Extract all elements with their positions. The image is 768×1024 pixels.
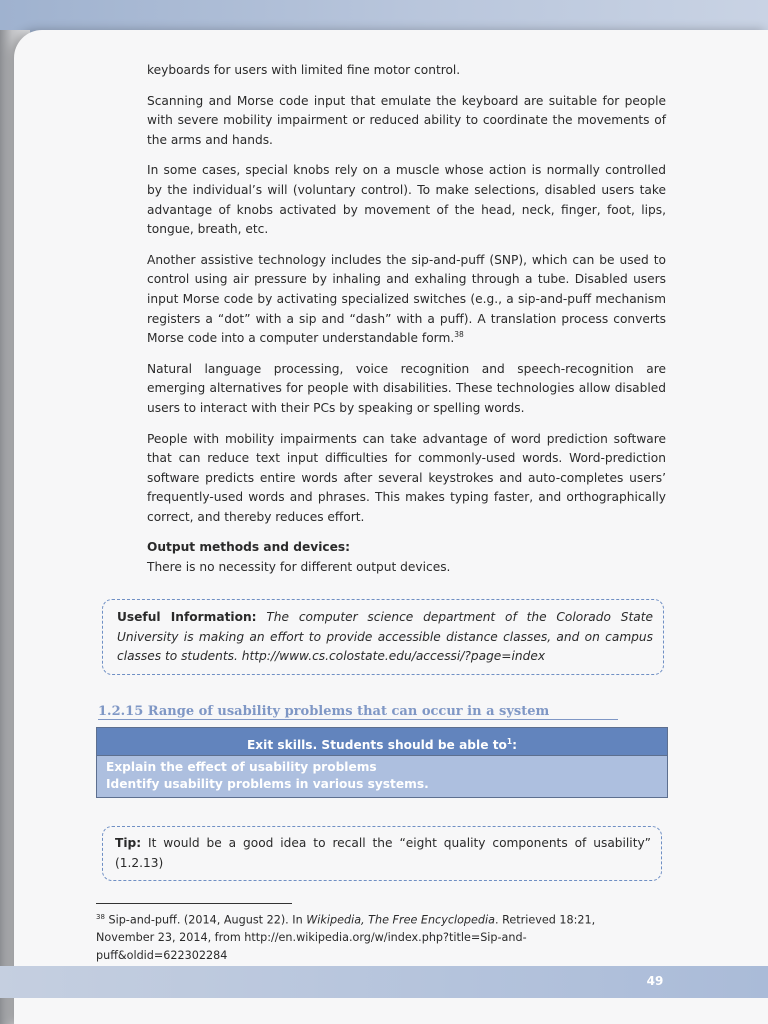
footnote-italic-source: Wikipedia, The Free Encyclopedia	[306, 913, 495, 927]
tip-label: Tip:	[115, 836, 142, 850]
paragraph-5: Natural language processing, voice recognition and speech-recognition are emerging alternatives for people with disabilities. These technologies allow disabled users to interact with their PCs by speaking or spelling words.	[147, 361, 666, 415]
exit-skill-item: Explain the effect of usability problems	[106, 760, 377, 774]
exit-skills-body	[97, 755, 667, 797]
page-number: 49	[646, 974, 664, 988]
paragraph-6: People with mobility impairments can take advantage of word prediction software that can reduce text input difficulties for commonly-used words. Word-prediction software predicts entire words after several keystrokes and auto-completes users’ frequently-used words and phrases. This makes typing faster, and orthographically correct, and thereby reduces effort.	[147, 431, 666, 524]
footnote-text-a: Sip-and-puff. (2014, August 22). In	[108, 913, 303, 927]
useful-information-body: The computer science department of the Colorado State University is making an effort to provide accessible distance classes, and on campus classes to students. http://www.cs.colostate.edu/accessi/?page=index	[117, 610, 653, 664]
output-methods-title: Output methods and devices:	[147, 540, 350, 555]
paragraph-2: Scanning and Morse code input that emulate the keyboard are suitable for people with severe mobility impairment or reduced ability to coordinate the movements of the arms and hands.	[147, 93, 666, 147]
section-heading: 1.2.15 Range of usability problems that can occur in a system	[98, 704, 618, 720]
footnote-text-b: . Retrieved 18:21, November 23, 2014, from http://en.wikipedia.org/w/index.php?title=Sip-and-puff&oldid=622302284	[96, 913, 596, 962]
footnote-divider	[96, 903, 292, 904]
useful-information-label: Useful Information:	[117, 610, 257, 624]
body-text	[147, 61, 666, 578]
output-methods-text: There is no necessity for different output devices.	[147, 560, 451, 575]
exit-skill-item: Identify usability problems in various systems.	[106, 777, 429, 791]
tip-body: It would be a good idea to recall the “eight quality components of usability” (1.2.13)	[115, 836, 651, 870]
exit-skills-header-text: Exit skills. Students should be able to	[246, 738, 507, 753]
tip-box	[102, 826, 662, 881]
exit-skills-table	[96, 727, 668, 798]
exit-skills-header-colon: :	[512, 738, 517, 753]
exit-skills-header-ref: 1	[506, 737, 513, 746]
paragraph-4	[147, 251, 666, 349]
useful-information-box	[102, 599, 664, 675]
paragraph-1: keyboards for users with limited fine motor control.	[147, 63, 461, 77]
footnote-number: 38	[96, 913, 105, 921]
paragraph-3: In some cases, special knobs rely on a muscle whose action is normally controlled by the individual’s will (voluntary control). To make selections, disabled users take advantage of knobs activated by movement of the head, neck, finger, foot, lips, tongue, breath, etc.	[147, 163, 666, 237]
paragraph-4-text: Another assistive technology includes the sip-and-puff (SNP), which can be used to control using air pressure by inhaling and exhaling through a tube. Disabled users input Morse code by activating specialized switches (e.g., a sip-and-puff mechanism registers a “dot” with a sip and “dash” with a puff). A translation process converts Morse code into a computer understandable form.	[147, 252, 666, 346]
footnote	[96, 909, 656, 964]
exit-skills-header	[97, 728, 667, 755]
footnote-ref-38: 38	[454, 330, 464, 340]
